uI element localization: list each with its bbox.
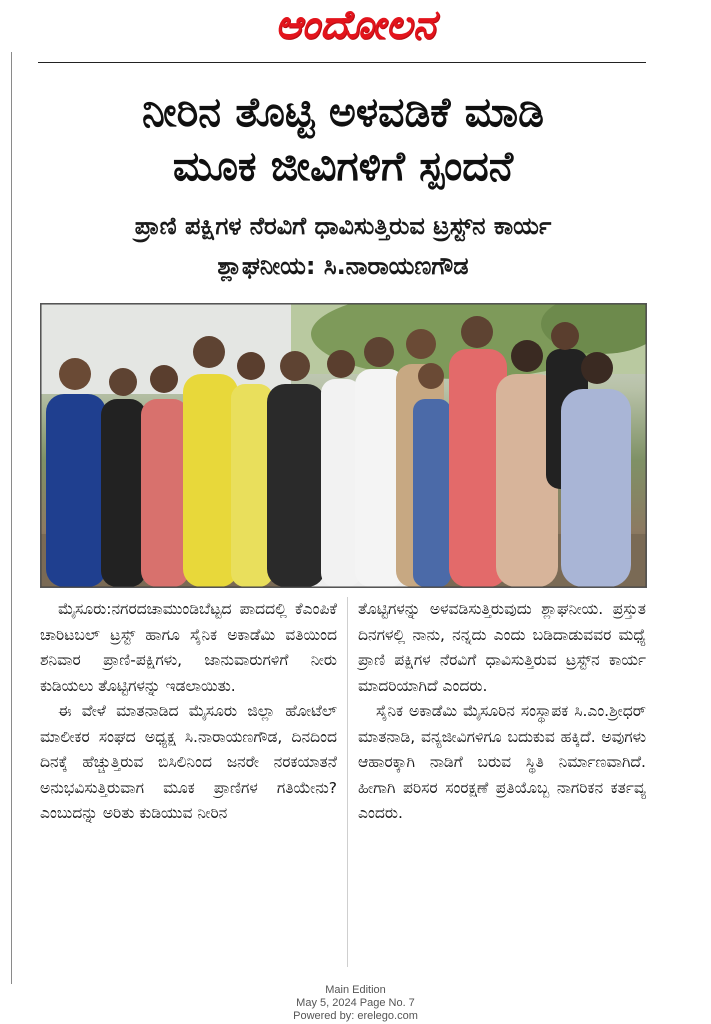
page-footer bbox=[0, 984, 711, 1023]
masthead bbox=[0, 0, 711, 52]
article-column-right bbox=[358, 597, 646, 827]
paragraph: ಸೈನಿಕ ಅಕಾಡೆಮಿ ಮೈಸೂರಿನ ಸಂಸ್ಥಾಪಕ ಸಿ.ಎಂ.ಶ್ರೀಧರ್ ಮಾತನಾಡಿ, ವನ್ಯಜೀವಿಗಳಿಗೂ ಬದುಕುವ ಹಕ್ಕಿದೆ. ಅವುಗಳು ಆಹಾರಕ್ಕಾಗಿ ನಾಡಿಗೆ ಬರುವ ಸ್ಥಿತಿ ನಿರ್ಮಾಣವಾಗಿದೆ. ಹೀಗಾಗಿ ಪರಿಸರ ಸಂರಕ್ಷಣೆ ಪ್ರತಿಯೊಬ್ಬ ನಾಗರಿಕನ ಕರ್ತವ್ಯ ಎಂದರು. bbox=[358, 702, 646, 822]
article-column-left bbox=[40, 597, 337, 827]
headline-line-1: ನೀರಿನ ತೊಟ್ಟಿ ಅಳವಡಿಕೆ ಮಾಡಿ bbox=[142, 88, 544, 136]
column-divider bbox=[347, 597, 348, 967]
group-photo-illustration bbox=[41, 304, 646, 587]
subhead-line-2: ಶ್ಲಾಘನೀಯ: ಸಿ.ನಾರಾಯಣಗೌಡ bbox=[217, 252, 469, 280]
newspaper-logo: ಆಂದೋಲನ bbox=[275, 1, 436, 48]
article-headline bbox=[40, 85, 646, 193]
paragraph: ತೊಟ್ಟಿಗಳನ್ನು ಅಳವಡಿಸುತ್ತಿರುವುದು ಶ್ಲಾಘನೀಯ. ಪ್ರಸ್ತುತ ದಿನಗಳಲ್ಲಿ ನಾನು, ನನ್ನದು ಎಂದು ಬಡಿದಾಡುವವರ ಮಧ್ಯೆ ಪ್ರಾಣಿ ಪಕ್ಷಿಗಳ ನೆರವಿಗೆ ಧಾವಿಸುತ್ತಿರುವ ಟ್ರಸ್ಟ್‌ನ ಕಾರ್ಯ ಮಾದರಿಯಾಗಿದೆ ಎಂದರು. bbox=[358, 600, 646, 695]
paragraph: ಈ ವೇಳೆ ಮಾತನಾಡಿದ ಮೈಸೂರು ಜಿಲ್ಲಾ ಹೋಟೆಲ್ ಮಾಲೀಕರ ಸಂಘದ ಅಧ್ಯಕ್ಷ ಸಿ.ನಾರಾಯಣಗೌಡ, ದಿನದಿಂದ ದಿನಕ್ಕೆ ಹೆಚ್ಚುತ್ತಿರುವ ಬಿಸಿಲಿನಿಂದ ಜನರೇ ನರಕಯಾತನೆ ಅನುಭವಿಸುತ್ತಿರುವಾಗ ಮೂಕ ಪ್ರಾಣಿಗಳ ಗತಿಯೇನು? ಎಂಬುದನ್ನು ಅರಿತು ಕುಡಿಯುವ ನೀರಿನ bbox=[40, 702, 337, 822]
powered-by-link[interactable]: Powered by: erelego.com bbox=[293, 1010, 418, 1022]
date-page-label: May 5, 2024 Page No. 7 bbox=[296, 997, 415, 1009]
left-margin-rule bbox=[11, 52, 12, 984]
edition-label: Main Edition bbox=[325, 984, 386, 996]
subhead-line-1: ಪ್ರಾಣಿ ಪಕ್ಷಿಗಳ ನೆರವಿಗೆ ಧಾವಿಸುತ್ತಿರುವ ಟ್ರಸ್ಟ್‌ನ ಕಾರ್ಯ bbox=[134, 212, 552, 240]
header-divider bbox=[38, 62, 646, 63]
article-photo bbox=[40, 303, 647, 588]
paragraph: ಮೈಸೂರು:ನಗರದಚಾಮುಂಡಿಬೆಟ್ಟದ ಪಾದದಲ್ಲಿ ಕೆಎಂಪಿಕೆ ಚಾರಿಟಬಲ್ ಟ್ರಸ್ಟ್ ಹಾಗೂ ಸೈನಿಕ ಅಕಾಡೆಮಿ ವತಿಯಿಂದ ಶನಿವಾರ ಪ್ರಾಣಿ-ಪಕ್ಷಿಗಳು, ಜಾನುವಾರುಗಳಿಗೆ ನೀರು ಕುಡಿಯಲು ತೊಟ್ಟಿಗಳನ್ನು ಇಡಲಾಯಿತು. bbox=[40, 600, 337, 695]
headline-line-2: ಮೂಕ ಜೀವಿಗಳಿಗೆ ಸ್ಪಂದನೆ bbox=[172, 142, 514, 190]
article-subheadline bbox=[40, 206, 646, 286]
